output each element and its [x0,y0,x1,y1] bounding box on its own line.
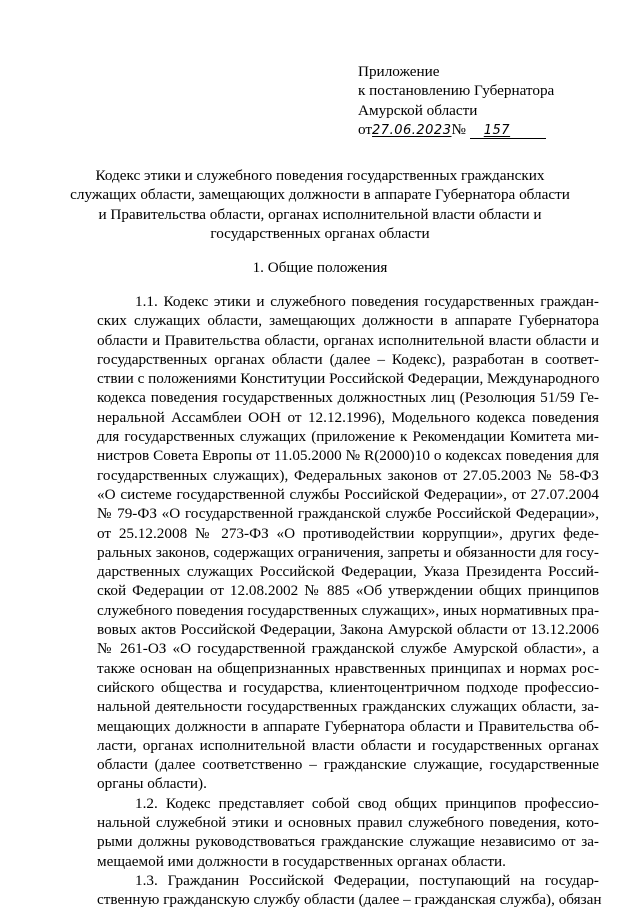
body-line: № 261-ОЗ «О государственной гражданской службе Амурской области», а [97,640,599,658]
body-line: нальной деятельности государственных гражданских служащих области, за- [97,698,599,716]
body-line: для государственных служащих (приложение к Рекомендации Комитета ми- [97,428,599,446]
body-line: ской Федерации от 12.08.2002 № 885 «Об утверждении общих принципов [97,582,599,600]
body-line: органы области). [97,775,207,793]
body-line: № 79-ФЗ «О государственной гражданской службе Российской Федерации», [97,505,599,523]
body-line: сийского общества и государства, клиентоцентричном подходе профессио- [97,678,599,696]
body-line: ственную гражданскую службу области (далее – гражданская служба), обязан [97,891,602,909]
body-line: государственных служащих), Федеральных законов от 27.05.2003 № 58-ФЗ [97,466,599,484]
body-line: мещаемой ими должности в государственных органах области. [97,852,506,870]
number-sign: № [451,120,466,138]
body-line: ских служащих области, замещающих должности в аппарате Губернатора [97,312,599,330]
body-line: служебного поведения государственных служащих», иных нормативных пра- [97,601,599,619]
title-line: государственных органах области [210,224,430,242]
body-line: неральной Ассамблеи ООН от 12.12.1996), Модельного кодекса поведения [97,408,599,426]
body-line: кодекса поведения государственных должностных лиц (Резолюция 51/59 Ге- [97,389,599,407]
date-prefix: от [358,120,373,138]
body-text [97,292,602,910]
body-line: вовых актов Российской Федерации, Закона Амурской области от 13.12.2006 [97,621,599,639]
body-line: ствии с положениями Конституции Российской Федерации, Международного [97,370,600,388]
approval-line-region: Амурской области [358,101,478,119]
approval-block [358,62,608,140]
body-line: нальной служебной этики и основных правил служебного поведения, кото- [97,814,599,832]
body-line: 1.2. Кодекс представляет собой свод общих принципов профессио- [135,794,599,812]
body-line: рыми должны руководствоваться гражданские служащие независимо от за- [97,833,599,851]
body-line: мещающих должности в аппарате Губернатора области и Правительства об- [97,717,599,735]
body-line: дарственных служащих Российской Федерации, Указа Президента Россий- [97,563,599,581]
body-line: ральных законов, содержащих ограничения, запреты и обязанности для госу- [97,543,599,561]
title-line: Кодекс этики и служебного поведения государственных гражданских [95,167,545,184]
body-line: нистров Совета Европы от 11.05.2000 № R(2000)10 о кодексах поведения для [97,447,599,465]
approval-line-decree: к постановлению Губернатора [358,82,555,100]
body-line: области и Правительства области, органах исполнительной власти области и [97,331,599,349]
title-line: служащих области, замещающих должности в аппарате Губернатора области [70,186,570,204]
approval-line-appendix: Приложение [358,63,440,80]
body-line: от 25.12.2008 № 273-ФЗ «О противодействии коррупции», других феде- [97,524,599,542]
handwritten-number: 157 [470,123,546,139]
handwritten-date: 27.06.2023 [372,122,452,138]
body-line: 1.1. Кодекс этики и служебного поведения государственных граждан- [135,293,599,310]
body-line: 1.3. Гражданин Российской Федерации, поступающий на государ- [135,871,599,889]
body-line: государственных органах области (далее – Кодекс), разработан в соответ- [97,350,599,368]
section-heading: 1. Общие положения [252,259,388,276]
body-line: «О системе государственной службы Российской Федерации», от 27.07.2004 [97,485,599,503]
approval-date-line [358,120,608,140]
title-line: и Правительства области, органах исполнительной власти области и [98,205,542,223]
body-line: области (далее соответственно – гражданские служащие, государственные [97,756,599,774]
body-line: также основан на общепризнанных нравственных принципах и нормах рос- [97,659,599,677]
document-title [60,166,580,243]
body-line: ласти, органах исполнительной власти области и государственных органах [97,736,599,754]
